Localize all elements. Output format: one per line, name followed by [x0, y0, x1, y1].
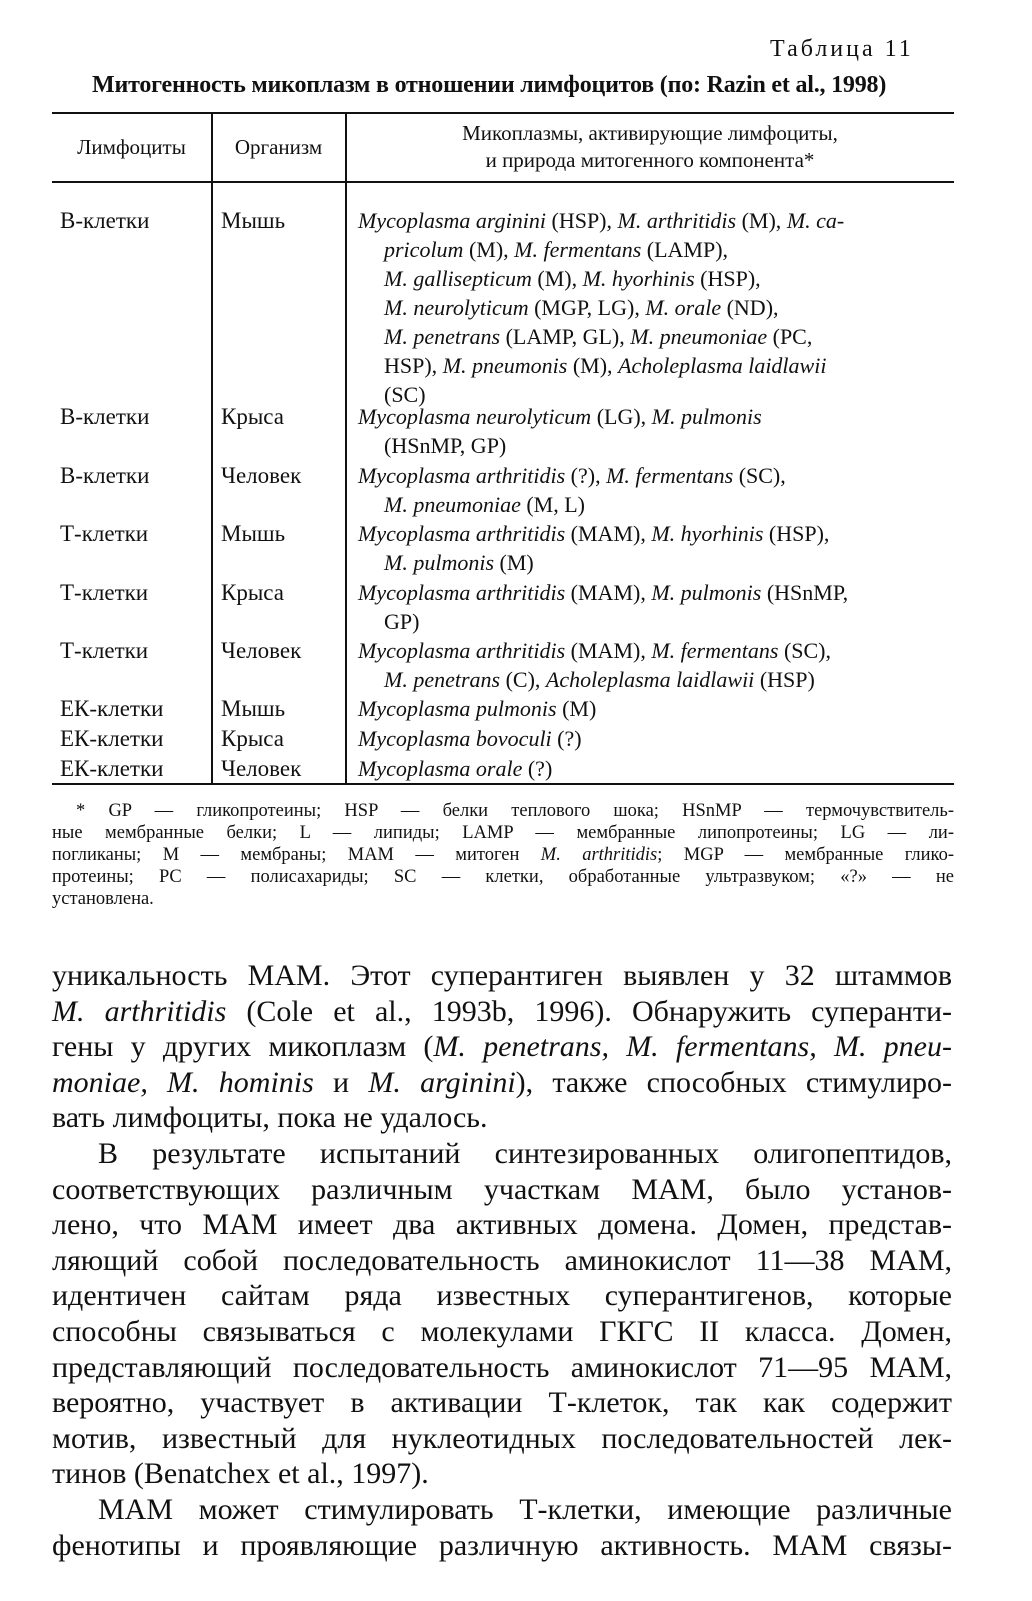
cell-line	[358, 206, 948, 235]
cell-mycoplasmas	[358, 402, 948, 460]
text-run: ляющий собой последовательность аминокислот 11—38 MAM,	[52, 1243, 952, 1277]
cell-organism: Крыса	[221, 580, 284, 605]
species-name: M. arginini	[368, 1065, 516, 1099]
species-name: M. hyorhinis	[582, 266, 695, 291]
cell-organism: Крыса	[221, 404, 284, 429]
text-run: протеины; PC — полисахариды; SC — клетки, обработанные ультразвуком; «?» — не	[52, 867, 954, 887]
text-run: (MAM),	[565, 521, 652, 546]
paragraph-line	[52, 1243, 952, 1279]
paragraph-line	[52, 1029, 952, 1065]
text-run: вать лимфоциты, пока не удалось.	[52, 1101, 488, 1135]
text-run: идентичен сайтам ряда известных суперантигенов, которые	[52, 1279, 952, 1313]
species-name: M. arthritidis	[540, 845, 658, 865]
footnote-line	[52, 800, 954, 822]
species-name: M. gallisepticum	[384, 266, 532, 291]
column-divider-2	[345, 113, 347, 783]
cell-line	[358, 235, 948, 264]
text-run: (LAMP),	[641, 237, 729, 262]
species-name: M. arthritidis	[617, 208, 737, 233]
text-run: ), также способных стимулиро-	[515, 1065, 952, 1099]
species-name: moniae, M. hominis	[52, 1065, 314, 1099]
paragraph-line	[52, 1385, 952, 1421]
text-run: (MAM),	[565, 638, 652, 663]
text-run: В результате испытаний синтезированных олигопептидов,	[98, 1136, 952, 1170]
text-run: (M),	[463, 237, 515, 262]
cell-lymphocytes: ЕК-клетки	[60, 726, 164, 751]
cell-organism: Человек	[221, 638, 302, 663]
text-run: (MAM),	[565, 580, 652, 605]
table-title: Митогенность микоплазм в отношении лимфоцитов (по: Razin et al., 1998)	[92, 72, 887, 98]
table-label: Таблица 11	[770, 36, 914, 62]
text-run: (MGP, LG),	[528, 295, 646, 320]
text-run: уникальность MAM. Этот суперантиген выявлен у 32 штаммов	[52, 959, 952, 992]
cell-line	[358, 461, 948, 490]
text-run: GP)	[384, 609, 420, 634]
footnote-line	[52, 822, 954, 844]
species-name: M. ca-	[786, 208, 845, 233]
text-run: (SC)	[384, 382, 426, 407]
text-run: (HSnMP, GP)	[384, 433, 507, 458]
text-run: (LAMP, GL),	[500, 324, 631, 349]
header-lymphocytes: Лимфоциты	[77, 135, 186, 159]
header-organism: Организм	[234, 135, 323, 159]
species-name: M. fermentans	[606, 463, 734, 488]
species-name: Mycoplasma bovoculi	[358, 726, 552, 751]
text-run: (HSP),	[763, 521, 830, 546]
paragraph-line	[52, 958, 952, 994]
text-run: соответствующих различным участкам MAM, было установ-	[52, 1172, 952, 1206]
cell-line	[358, 694, 948, 723]
cell-line	[358, 264, 948, 293]
cell-line	[358, 351, 948, 380]
text-run: гены у других микоплазм (	[52, 1030, 434, 1064]
text-run: вероятно, участвует в активации Т-клеток, так как содержит	[52, 1386, 952, 1420]
paragraph-line	[52, 1492, 952, 1528]
text-run: (M)	[494, 550, 534, 575]
text-run: (M),	[736, 208, 787, 233]
species-name: Mycoplasma arthritidis	[358, 521, 566, 546]
species-name: M. fermentans	[514, 237, 642, 262]
cell-lymphocytes: Т-клетки	[60, 521, 149, 546]
cell-mycoplasmas	[358, 724, 948, 753]
cell-line	[358, 665, 948, 694]
header-mycoplasmas	[346, 120, 954, 174]
footnote-line	[52, 844, 954, 866]
species-name: M. orale	[645, 295, 722, 320]
text-run: (HSP),	[694, 266, 761, 291]
text-run: (M)	[556, 696, 597, 721]
text-run: (?),	[565, 463, 607, 488]
species-name: M. pneumonis	[442, 353, 568, 378]
species-name: M. penetrans	[384, 667, 501, 692]
cell-organism: Крыса	[221, 726, 284, 751]
cell-line	[358, 548, 948, 577]
cell-mycoplasmas	[358, 519, 948, 577]
header-mycoplasmas-line-1: Микоплазмы, активирующие лимфоциты,	[462, 121, 838, 145]
species-name: Acholeplasma laidlawii	[618, 353, 827, 378]
text-run: (M),	[567, 353, 619, 378]
table-bottom-rule	[52, 783, 954, 785]
text-run: (?)	[522, 756, 553, 781]
cell-line	[358, 724, 948, 753]
cell-line	[358, 322, 948, 351]
species-name: Mycoplasma neurolyticum	[358, 404, 592, 429]
species-name: Mycoplasma arthritidis	[358, 580, 566, 605]
footnote-line	[52, 866, 954, 888]
cell-line	[358, 519, 948, 548]
text-run: (HSP),	[546, 208, 618, 233]
text-run: (?)	[551, 726, 582, 751]
table-top-rule	[52, 112, 954, 114]
species-name: M. fermentans	[651, 638, 779, 663]
text-run: (PC,	[767, 324, 813, 349]
cell-lymphocytes: В-клетки	[60, 208, 150, 233]
cell-line	[358, 578, 948, 607]
text-run: лено, что MAM имеет два активных домена. Домен, представ-	[52, 1208, 952, 1242]
cell-lymphocytes: В-клетки	[60, 404, 150, 429]
species-name: M. penetrans, M. fermentans, M. pneu-	[433, 1030, 952, 1064]
paragraph-line	[52, 1350, 952, 1386]
text-run: (SC),	[733, 463, 786, 488]
text-run: (SC),	[778, 638, 831, 663]
species-name: M. neurolyticum	[384, 295, 529, 320]
paragraph-line	[52, 1065, 952, 1101]
cell-mycoplasmas	[358, 636, 948, 694]
text-run: (M),	[531, 266, 583, 291]
cell-mycoplasmas	[358, 578, 948, 636]
text-run: (HSnMP,	[761, 580, 849, 605]
text-run: (LG),	[591, 404, 652, 429]
cell-lymphocytes: ЕК-клетки	[60, 696, 164, 721]
table-header-rule	[52, 181, 954, 183]
cell-mycoplasmas	[358, 206, 948, 409]
cell-line	[358, 754, 948, 783]
text-run: установлена.	[52, 889, 154, 909]
paragraph-line	[52, 1314, 952, 1350]
text-run: ные мембранные белки; L — липиды; LAMP — мембранные липопротеины; LG — ли-	[52, 823, 954, 843]
text-run: мотив, известный для нуклеотидных последовательностей лек-	[52, 1421, 952, 1455]
cell-lymphocytes: Т-клетки	[60, 580, 149, 605]
table-footnote	[52, 800, 954, 910]
text-run: * GP — гликопротеины; HSP — белки теплового шока; HSnMP — термочувствитель-	[76, 801, 954, 821]
cell-organism: Мышь	[221, 521, 286, 546]
cell-mycoplasmas	[358, 461, 948, 519]
species-name: M. pneumoniae	[384, 492, 521, 517]
cell-mycoplasmas	[358, 694, 948, 723]
text-run: MAM может стимулировать Т-клетки, имеющие различные	[98, 1492, 952, 1526]
text-run: фенотипы и проявляющие различную активность. MAM связы-	[52, 1528, 952, 1562]
species-name: Mycoplasma arthritidis	[358, 638, 566, 663]
paragraph-line	[52, 1100, 952, 1136]
paragraph-line	[52, 994, 952, 1030]
cell-line	[358, 293, 948, 322]
text-run: (HSP)	[754, 667, 815, 692]
cell-mycoplasmas	[358, 754, 948, 783]
species-name: Mycoplasma pulmonis	[358, 696, 557, 721]
column-divider-1	[211, 113, 213, 783]
header-mycoplasmas-line-2: и природа митогенного компонента*	[485, 148, 815, 172]
cell-line	[358, 490, 948, 519]
cell-line	[358, 402, 948, 431]
text-run: HSP),	[384, 353, 443, 378]
species-name: Acholeplasma laidlawii	[545, 667, 755, 692]
species-name: M. pulmonis	[651, 404, 762, 429]
text-run: (C),	[500, 667, 546, 692]
text-run: и	[313, 1065, 369, 1099]
paragraph-line	[52, 1421, 952, 1457]
text-run: тинов (Benatchex et al., 1997).	[52, 1457, 429, 1491]
species-name: M. pneumoniae	[630, 324, 768, 349]
text-run: способны связываться с молекулами ГКГС II класса. Домен,	[52, 1314, 952, 1348]
text-run: погликаны; M — мембраны; MAM — митоген	[52, 845, 541, 865]
species-name: M. hyorhinis	[651, 521, 764, 546]
cell-lymphocytes: В-клетки	[60, 463, 150, 488]
cell-organism: Человек	[221, 463, 302, 488]
species-name: Mycoplasma arthritidis	[358, 463, 566, 488]
paragraph-line	[52, 1278, 952, 1314]
species-name: M. pulmonis	[384, 550, 494, 575]
species-name: M. pulmonis	[651, 580, 762, 605]
paragraph-line	[52, 1456, 952, 1492]
text-run: представляющий последовательность аминокислот 71—95 MAM,	[52, 1350, 952, 1384]
paragraph-line	[52, 1528, 952, 1564]
cell-organism: Человек	[221, 756, 302, 781]
species-name: M. penetrans	[384, 324, 501, 349]
species-name: Mycoplasma arginini	[358, 208, 546, 233]
cell-line	[358, 636, 948, 665]
text-run: (ND),	[721, 295, 779, 320]
cell-lymphocytes: ЕК-клетки	[60, 756, 164, 781]
cell-line	[358, 607, 948, 636]
paragraph-line	[52, 1172, 952, 1208]
cell-lymphocytes: Т-клетки	[60, 638, 149, 663]
species-name: M. arthritidis	[52, 994, 227, 1028]
body-text	[52, 958, 952, 1563]
text-run: ; MGP — мембранные глико-	[657, 845, 955, 865]
paragraph-line	[52, 1207, 952, 1243]
text-run: (M, L)	[520, 492, 586, 517]
species-name: Mycoplasma orale	[358, 756, 523, 781]
text-run: (Cole et al., 1993b, 1996). Обнаружить суперанти-	[226, 994, 952, 1028]
paragraph-line	[52, 1136, 952, 1172]
cell-line	[358, 431, 948, 460]
footnote-line	[52, 888, 954, 910]
cell-organism: Мышь	[221, 696, 286, 721]
species-name: pricolum	[384, 237, 464, 262]
cell-organism: Мышь	[221, 208, 286, 233]
